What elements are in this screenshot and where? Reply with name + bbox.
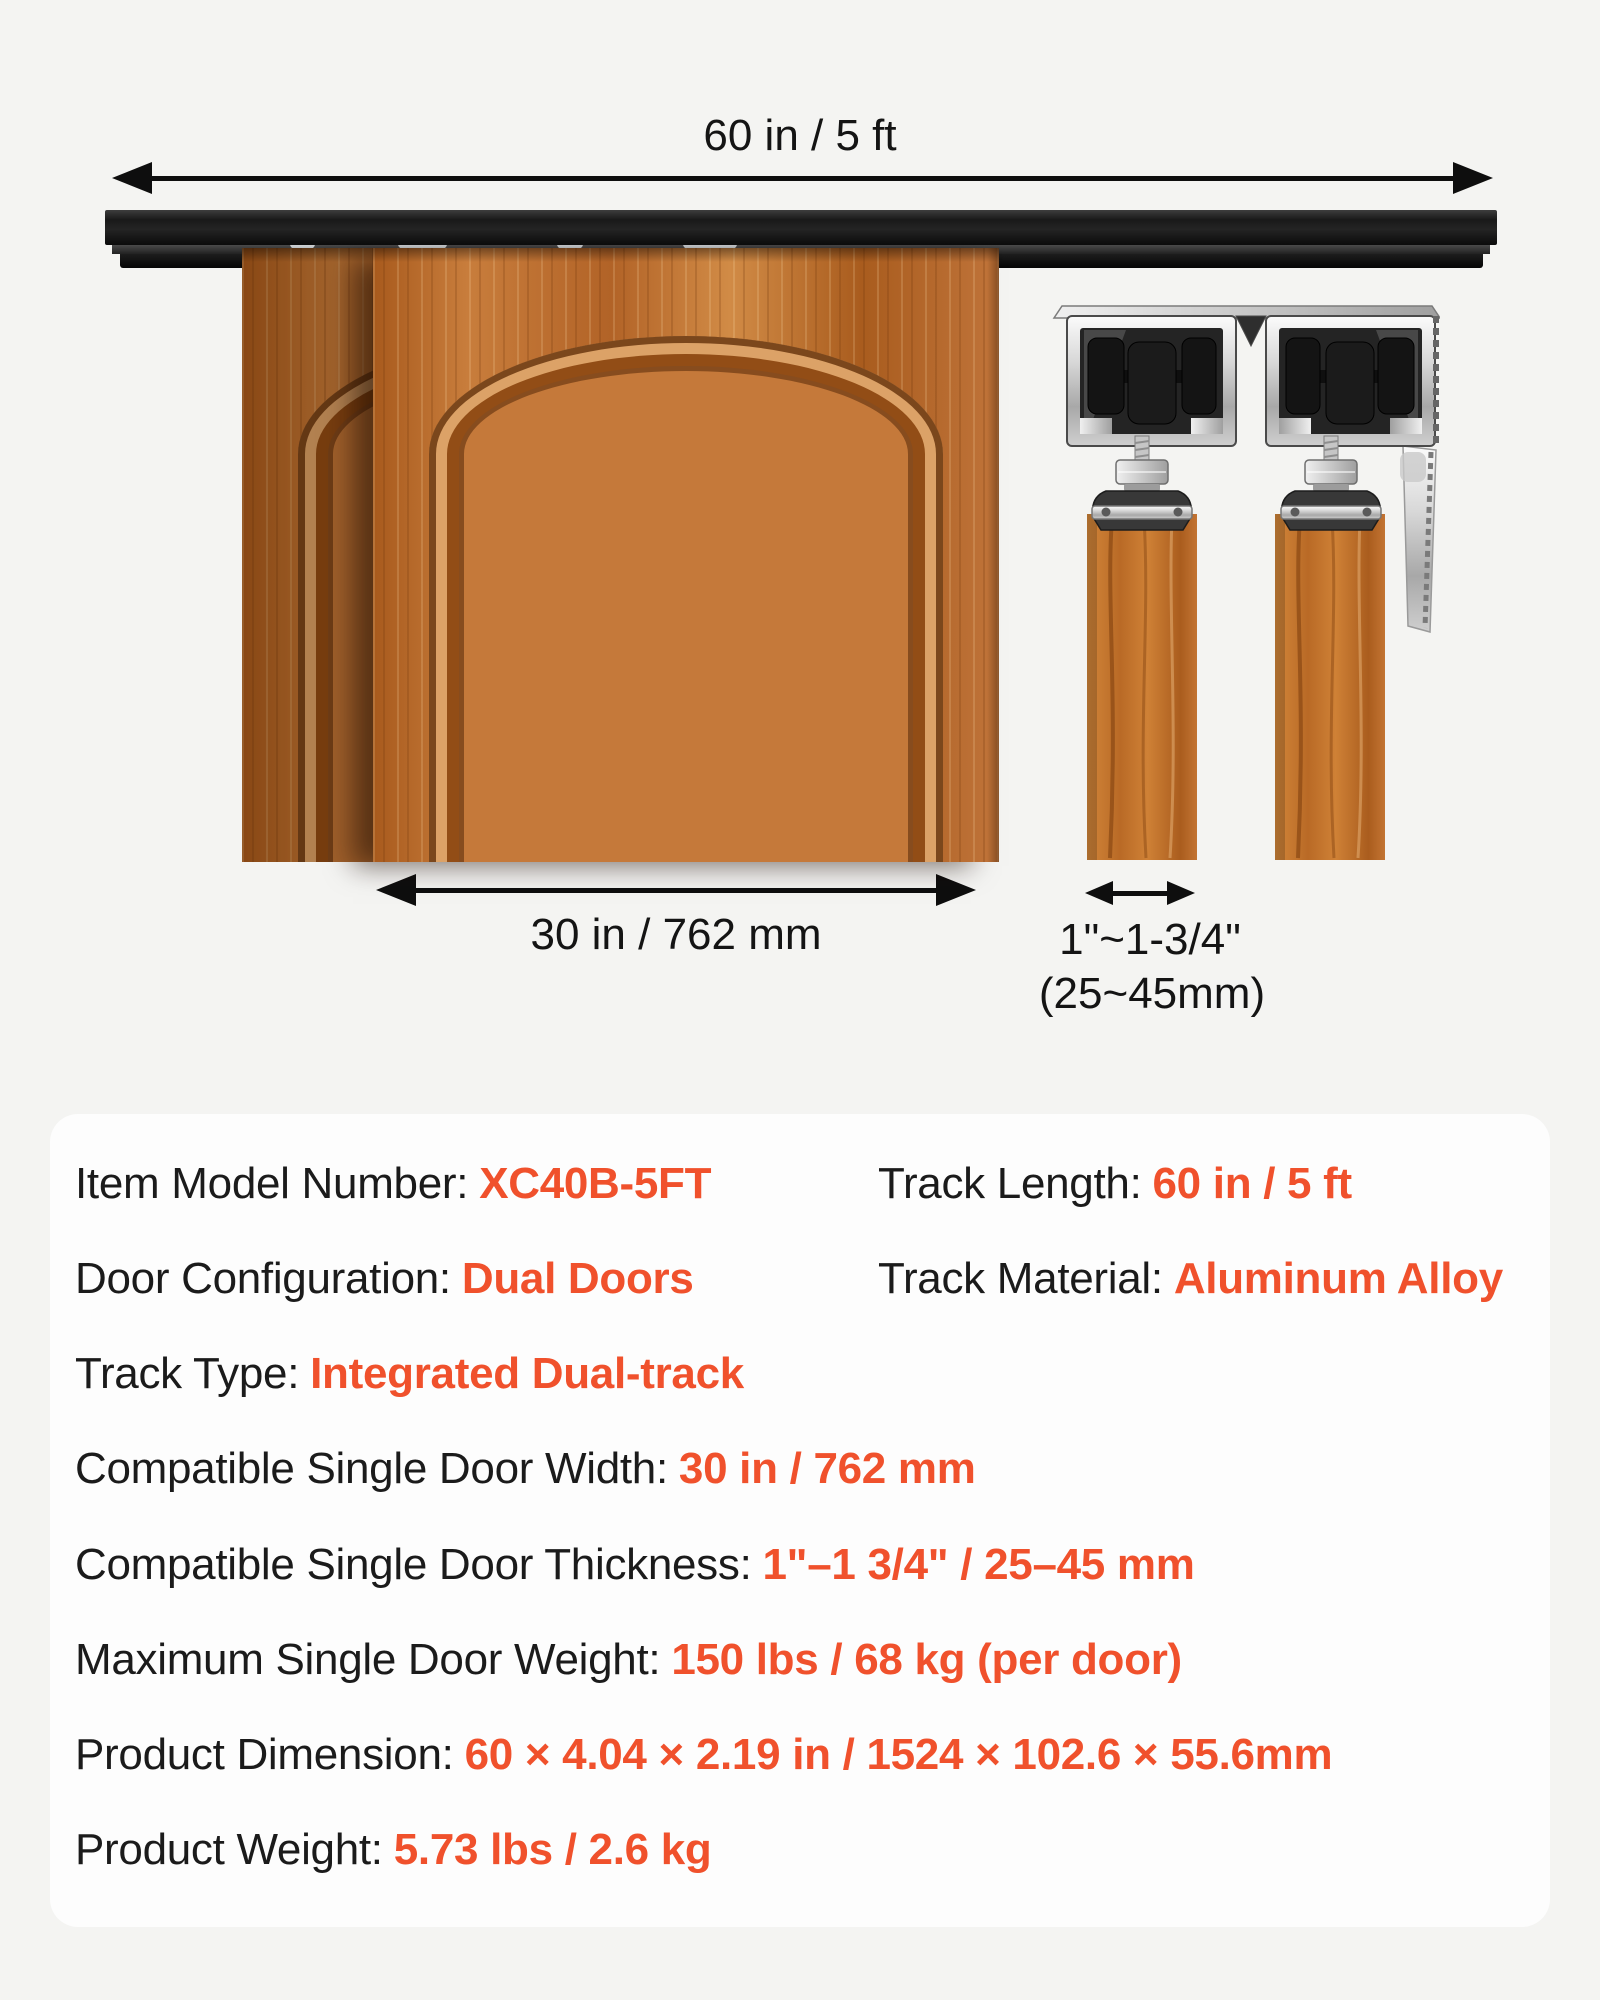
spec-label: Product Weight:	[75, 1825, 383, 1874]
spec-label: Product Dimension:	[75, 1730, 454, 1779]
spec-card	[50, 1114, 1550, 1927]
door-edge-shadow	[987, 248, 999, 862]
spec-value: XC40B-5FT	[479, 1159, 712, 1208]
spec-label: Track Length:	[878, 1159, 1142, 1208]
spec-label: Door Configuration:	[75, 1254, 451, 1303]
sliding-door-front	[373, 248, 999, 862]
track-main-bar	[105, 210, 1497, 245]
spec-row	[75, 1537, 1195, 1593]
track-channel	[1067, 316, 1236, 446]
spec-row	[878, 1156, 1352, 1212]
door-width-dimension-arrow	[376, 874, 976, 906]
spec-row	[75, 1441, 976, 1497]
arrow-right-icon	[936, 874, 976, 906]
spec-row	[75, 1346, 744, 1402]
spec-label: Compatible Single Door Width:	[75, 1444, 668, 1493]
door-arched-panel	[429, 336, 943, 862]
door-width-dimension-label: 30 in / 762 mm	[530, 910, 822, 959]
spec-value: 60 × 4.04 × 2.19 in / 1524 × 102.6 × 55.6mm	[464, 1730, 1333, 1779]
spec-label: Track Type:	[75, 1349, 300, 1398]
door-thickness-dimension-label-line1: 1"~1-3/4"	[1059, 915, 1241, 964]
track-length-dimension-arrow	[112, 162, 1493, 194]
door-thickness-dimension-label-line2: (25~45mm)	[1038, 969, 1266, 1018]
arrow-line	[1105, 891, 1175, 896]
spec-row	[75, 1632, 1182, 1688]
spec-value: 30 in / 762 mm	[678, 1444, 976, 1493]
spec-row	[878, 1251, 1503, 1307]
roller-hanger-cross-section	[1040, 300, 1440, 880]
arrow-line	[142, 176, 1463, 181]
spec-label: Track Material:	[878, 1254, 1163, 1303]
spec-value: Integrated Dual-track	[310, 1349, 744, 1398]
door-edge-post	[1087, 514, 1197, 860]
spec-row	[75, 1156, 711, 1212]
hanger-bolt-assembly	[1092, 436, 1192, 530]
spec-label: Item Model Number:	[75, 1159, 469, 1208]
spec-value: Dual Doors	[461, 1254, 694, 1303]
arrow-line	[406, 888, 946, 893]
spec-label: Compatible Single Door Thickness:	[75, 1540, 752, 1589]
track-length-dimension-label: 60 in / 5 ft	[703, 111, 897, 160]
spec-row	[75, 1727, 1332, 1783]
spec-row	[75, 1822, 711, 1878]
spec-value: Aluminum Alloy	[1173, 1254, 1503, 1303]
arrow-right-icon	[1453, 162, 1493, 194]
spec-value: 150 lbs / 68 kg (per door)	[671, 1635, 1182, 1684]
spec-row	[75, 1251, 694, 1307]
channel-center-joint	[1236, 316, 1266, 346]
spec-value: 60 in / 5 ft	[1152, 1159, 1352, 1208]
spec-label: Maximum Single Door Weight:	[75, 1635, 661, 1684]
door-thickness-dimension-arrow	[1085, 881, 1195, 905]
spec-value: 5.73 lbs / 2.6 kg	[393, 1825, 712, 1874]
arrow-right-icon	[1167, 881, 1195, 905]
spec-value: 1"–1 3/4" / 25–45 mm	[762, 1540, 1195, 1589]
